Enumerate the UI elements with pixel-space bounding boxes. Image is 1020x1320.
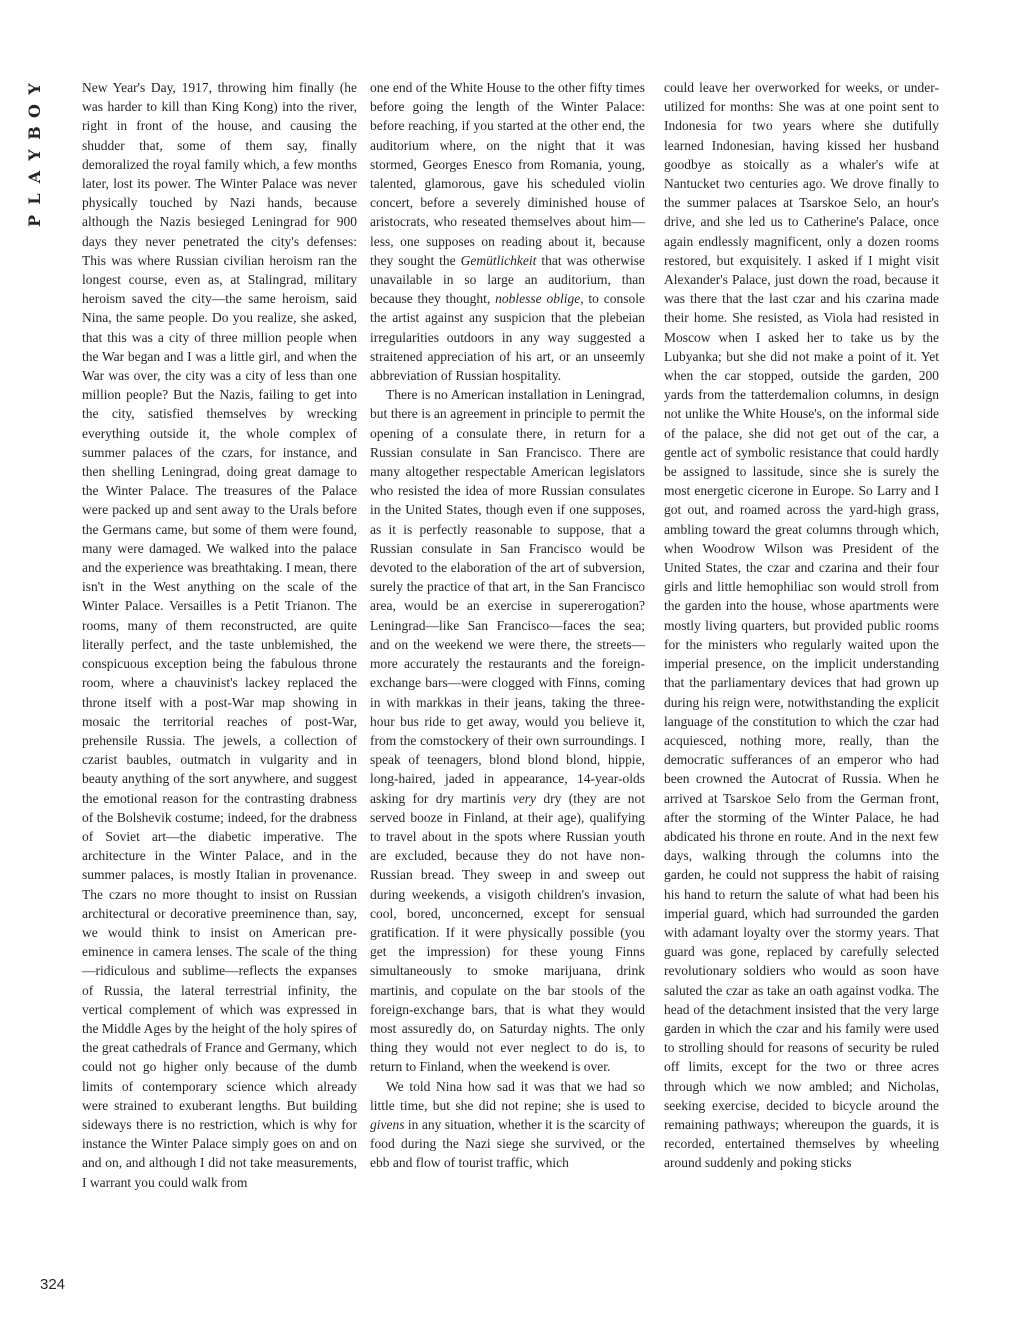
text-run: There is no American installation in Leningrad, but there is an agreement in principle to permit the opening of a consulate there, in return for a Russian consulate in San Francisco. There are many altogether respectable American legislators who resisted the idea of more Russian consulates in the United States, though even if one supposes, as it is perfectly reasonable to suppose, that a Russian consulate in San Francisco would be devoted to the elaboration of the art of subversion, surely the practice of that art, in the San Francisco area, would be an exercise in supererogation? Leningrad—like San Francisco—faces the sea; and on the weekend we were there, the streets—more accurately the restaurants and the foreign-exchange bars—were clogged with Finns, coming in with markkas in their jeans, taking the three-hour bus ride to get away, would you believe it, from the comstockery of their own surroundings. I speak of teenagers, blond blond blond, hippie, long-haired, jaded in appearance, 14-year-olds asking for dry martinis	[370, 387, 645, 806]
article-column-2	[370, 78, 645, 1173]
article-column-1	[82, 78, 357, 1192]
text-run: in any situation, whether it is the scarcity of food during the Nazi siege she survived, or the ebb and flow of tourist traffic, which	[370, 1116, 645, 1171]
italic-text: Gemütlichkeit	[460, 252, 537, 268]
text-run: one end of the White House to the other fifty times before going the length of the Winter Palace: before reaching, if you started at the other end, the auditorium where, on the night that it was stormed, Georges Enesco from Romania, young, talented, glamorous, gave his scheduled violin concert, before a severely diminished house of aristocrats, who reseated themselves about him—less, one supposes on reading about it, because they sought the	[370, 80, 645, 268]
running-head-letter: O	[25, 104, 44, 118]
text-run: that was otherwise unavailable in so large an auditorium, than because they thought,	[370, 252, 645, 307]
running-head-letter: B	[25, 126, 44, 140]
paragraph	[370, 78, 645, 385]
page-number: 324	[40, 1276, 66, 1293]
running-head-letter: Y	[25, 149, 44, 161]
paragraph	[370, 1077, 645, 1173]
text-run: We told Nina how sad it was that we had so little time, but she did not repine; she is used to	[370, 1078, 645, 1113]
running-head-letter: Y	[25, 83, 44, 95]
text-run: dry (they are not served booze in Finland, at their age), qualifying to travel about in the spots where Russian youth are excluded, because they do not have non-Russian bread. They sweep in and sweep out during weekends, a visigoth children's invasion, cool, bored, unconcerned, except for sensual gratification. If it were physically possible (you get the impression) for these young Finns simultaneously to smoke marijuana, drink martinis, and copulate on the bar stools of the foreign-exchange bars, that is what they would most assuredly do, on Saturday nights. The only thing they would not ever neglect to do is, to return to Finland, when the weekend is over.	[370, 790, 645, 1075]
magazine-running-head	[25, 78, 48, 232]
paragraph	[370, 385, 645, 1076]
text-run: , to console the artist against any suspicion that the plebeian irregularities outdoors in any way suggested a straitened appreciation of his art, or an unseemly abbreviation of Russian hospitality.	[370, 291, 645, 384]
paragraph: could leave her overworked for weeks, or under-utilized for months: She was at one point sent to Indonesia for two years where she dutifully learned Indonesian, having kissed her husband goodbye as stoically as a whaler's wife at Nantucket two centuries ago. We drove finally to the summer palaces at Tsarskoe Selo, an hour's drive, and she led us to Catherine's Palace, once again endlessly magnificent, only a dozen rooms restored, but exquisitely. I asked if I might visit Alexander's Palace, just down the road, because it was there that the last czar and his czarina made their home. She resisted, as Viola had resisted in Moscow when I asked her to take us by the Lubyanka; but she did not make a point of it. Yet when the car stopped, outside the garden, 200 yards from the tatterdemalion columns, in design not unlike the White House's, on the informal side of the palace, she did not get out of the car, a gentle act of symbolic resistance that could hardly be assigned to lassitude, since she is surely the most energetic cicerone in Europe. So Larry and I got out, and roamed across the yard-high grass, ambling toward the great columns through which, when Woodrow Wilson was President of the United States, the czar and czarina and their four girls and little hemophiliac son would stroll from the garden into the house, whose apartments were mostly living quarters, but provided public rooms for the ministers who regularly waited upon the imperial presence, on the implicit understanding that the parliamentary devices that had grown up during his reign were, notwithstanding the explicit language of the constitution to which the czar had acquiesced, nothing more, really, than the democratic sufferances of an emperor who had been crowned the Autocrat of Russia. When he arrived at Tsarskoe Selo from the German front, after the storming of the Winter Palace, he had abdicated his throne en route. And in the next few days, walking through the columns into the garden, he could not suppress the habit of raising his hand to return the salute of what had been his imperial guard, which had surrounded the garden with adamant loyalty over the stormy years. That guard was gone, replaced by carefully selected revolutionary soldiers who would as soon have saluted the czar as take an oath against vodka. The head of the detachment insisted that the very large garden in which the czar and his family were used to strolling should for reasons of security be ruled off limits, except for the two or three acres through which we now ambled; and Nicholas, seeking exercise, decided to bicycle around the remaining pathways; whereupon the guards, it is recorded, entertained themselves by wheeling around suddenly and poking sticks	[664, 80, 939, 1171]
paragraph: New Year's Day, 1917, throwing him finally (he was harder to kill than King Kong) into the river, right in front of the house, and causing the shudder that, some of them say, finally demoralized the royal family which, a few months later, lost its power. The Winter Palace was never physically touched by Nazi hands, because although the Nazis besieged Leningrad for 900 days they never penetrated the city's defenses: This was where Russian civilian heroism ran the longest course, even as, at Stalingrad, military heroism saved the city—the same heroism, said Nina, the same people. Do you realize, she asked, that this was a city of three million people when the War began and I was a little girl, and when the War was over, the city was a city of less than one million people? But the Nazis, failing to get into the city, satisfied themselves by wrecking everything outside it, the whole complex of summer palaces of the czars, for instance, and then shelling Leningrad, doing great damage to the Winter Palace. The treasures of the Palace were packed up and sent away to the Urals before the Germans came, but some of them were found, many were damaged. We walked into the palace and the experience was breathtaking. I mean, there isn't in the West anything on the scale of the Winter Palace. Versailles is a Petit Trianon. The rooms, many of them reconstructed, are quite literally perfect, and the taste unblemished, the conspicuous exception being the fabulous throne room, where a chauvinist's lackey replaced the throne itself with a post-War map showing in mosaic the territorial reaches of post-War, prehensile Russia. The jewels, a collection of czarist baubles, outmatch in vulgarity and in beauty anything of the sort anywhere, and suggest the emotional reason for the contrasting drabness of the Bolshevik costume; indeed, for the drabness of Soviet art—the diabetic imperative. The architecture in the Winter Palace, and in the summer palaces, is mostly Italian in provenance. The czars no more thought to insist on Russian architectural or decorative preeminence than, say, we would think to insist on American pre-eminence in camera lenses. The scale of the thing—ridiculous and sublime—reflects the expanses of Russia, the lateral terrestrial infinity, the vertical complement of which was expressed in the Middle Ages by the height of the holy spires of the great cathedrals of France and Germany, which could not go higher only because of the dumb limits of contemporary science which already were strained to exuberant lengths. But building sideways there is no restriction, which is why for instance the Winter Palace simply goes on and on and on, and although I did not take measurements, I warrant you could walk from	[82, 80, 358, 1190]
italic-text: noblesse oblige	[495, 291, 581, 307]
italic-text: givens	[370, 1116, 405, 1132]
running-head-letter: P	[25, 214, 44, 228]
running-head-letter: L	[25, 193, 44, 205]
running-head-letter: A	[25, 170, 44, 184]
article-column-3	[664, 78, 939, 1173]
italic-text: very	[512, 790, 536, 806]
